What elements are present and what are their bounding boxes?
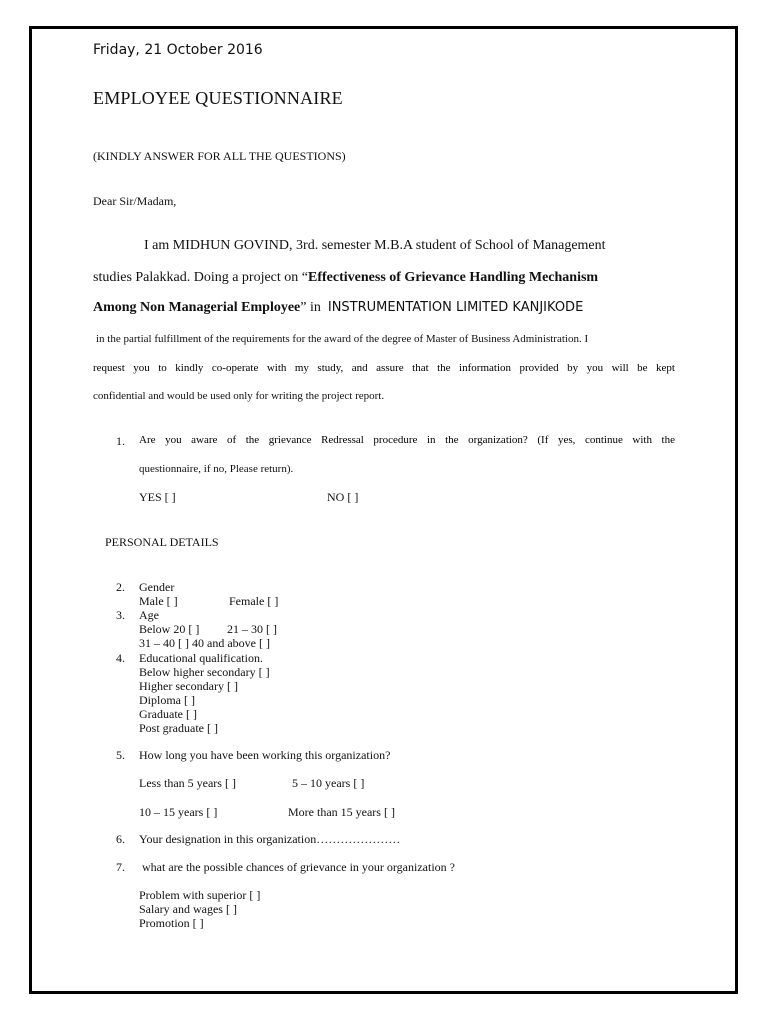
- q4-option-below-higher-secondary[interactable]: Below higher secondary [ ]: [139, 665, 270, 679]
- q3-number: 3.: [116, 608, 125, 622]
- q6-designation-field[interactable]: Your designation in this organization…………………: [139, 832, 401, 846]
- intro-line-2: [93, 270, 598, 286]
- q1-yes-option[interactable]: YES [ ]: [139, 490, 176, 504]
- q2-male-option[interactable]: Male [ ]: [139, 594, 178, 608]
- q3-below-20-option[interactable]: Below 20 [ ]: [139, 622, 200, 636]
- q5-number: 5.: [116, 748, 125, 762]
- project-title-part-2: Among Non Managerial Employee: [93, 300, 301, 315]
- organization-name: INSTRUMENTATION LIMITED KANJIKODE: [327, 300, 584, 315]
- intro-line-3-text: ” in: [300, 300, 325, 315]
- intro-line-3: [93, 300, 583, 316]
- q5-label: How long you have been working this organization?: [139, 748, 391, 762]
- q7-option-promotion[interactable]: Promotion [ ]: [139, 916, 204, 930]
- intro-line-1: I am MIDHUN GOVIND, 3rd. semester M.B.A student of School of Management: [144, 238, 606, 253]
- q2-number: 2.: [116, 580, 125, 594]
- q5-option-less-than-5[interactable]: Less than 5 years [ ]: [139, 776, 236, 790]
- q4-option-higher-secondary[interactable]: Higher secondary [ ]: [139, 679, 238, 693]
- q4-label: Educational qualification.: [139, 651, 263, 665]
- q1-number: 1.: [116, 434, 125, 448]
- q4-option-graduate[interactable]: Graduate [ ]: [139, 707, 197, 721]
- q7-option-problem-with-superior[interactable]: Problem with superior [ ]: [139, 888, 261, 902]
- q3-label: Age: [139, 608, 159, 622]
- q1-question-line-1: Are you aware of the grievance Redressal procedure in the organization? (If yes, continue with the: [139, 434, 675, 446]
- personal-details-heading: PERSONAL DETAILS: [105, 535, 219, 549]
- intro-paragraph-line-2: request you to kindly co-operate with my study, and assure that the information provided by you will be kept: [93, 362, 675, 374]
- q5-option-more-than-15[interactable]: More than 15 years [ ]: [288, 805, 395, 819]
- q6-number: 6.: [116, 832, 125, 846]
- q7-number: 7.: [116, 860, 125, 874]
- q5-option-5-10[interactable]: 5 – 10 years [ ]: [292, 776, 365, 790]
- q2-label: Gender: [139, 580, 175, 594]
- project-title-part-1: Effectiveness of Grievance Handling Mechanism: [308, 270, 599, 285]
- intro-line-2-text: studies Palakkad. Doing a project on “: [93, 270, 309, 285]
- q4-number: 4.: [116, 651, 125, 665]
- q7-option-salary-and-wages[interactable]: Salary and wages [ ]: [139, 902, 237, 916]
- q4-option-diploma[interactable]: Diploma [ ]: [139, 693, 195, 707]
- q1-no-option[interactable]: NO [ ]: [327, 490, 359, 504]
- q2-female-option[interactable]: Female [ ]: [229, 594, 279, 608]
- intro-paragraph-line-1: in the partial fulfillment of the requirements for the award of the degree of Master of Business Administration. I: [96, 333, 589, 345]
- q4-option-post-graduate[interactable]: Post graduate [ ]: [139, 721, 218, 735]
- q7-label: what are the possible chances of grievance in your organization ?: [142, 860, 455, 874]
- document-date: Friday, 21 October 2016: [93, 42, 263, 58]
- q3-31-40-and-above-options[interactable]: 31 – 40 [ ] 40 and above [ ]: [139, 636, 270, 650]
- intro-paragraph-line-3: confidential and would be used only for writing the project report.: [93, 390, 385, 402]
- document-page: [29, 26, 738, 994]
- salutation: Dear Sir/Madam,: [93, 194, 177, 208]
- q1-question-line-2: questionnaire, if no, Please return).: [139, 463, 294, 475]
- q3-21-30-option[interactable]: 21 – 30 [ ]: [227, 622, 277, 636]
- document-title: EMPLOYEE QUESTIONNAIRE: [93, 88, 343, 108]
- instruction-text: (KINDLY ANSWER FOR ALL THE QUESTIONS): [93, 149, 346, 163]
- q5-option-10-15[interactable]: 10 – 15 years [ ]: [139, 805, 218, 819]
